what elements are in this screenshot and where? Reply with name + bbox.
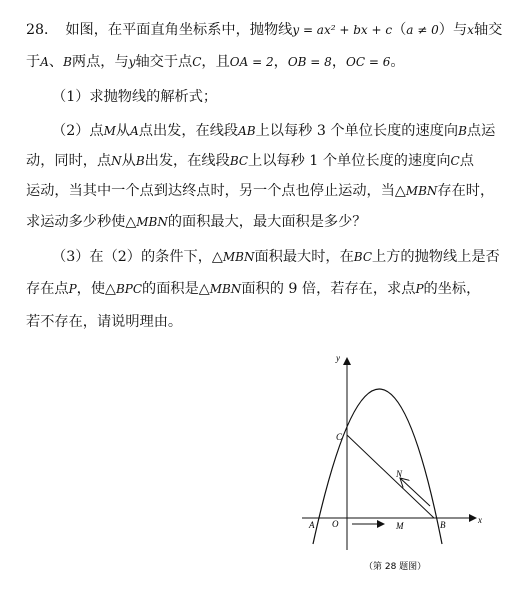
text-segment: ）与	[438, 22, 468, 38]
parabola-figure	[296, 350, 496, 585]
text-segment: 出发，在线段	[144, 153, 230, 169]
text-segment: 的坐标，	[423, 281, 481, 297]
math-term: N	[111, 154, 122, 168]
label-x: x	[478, 515, 482, 525]
math-term: A	[130, 124, 139, 138]
math-term: OA = 2	[229, 55, 274, 69]
math-term: B	[135, 154, 145, 168]
label-b: B	[440, 520, 446, 530]
math-term: y = ax² + bx + c	[292, 23, 393, 37]
label-c: C	[336, 432, 343, 442]
arrow-n-to-c	[400, 478, 430, 506]
math-term: P	[68, 282, 77, 296]
text-segment: ，且	[201, 54, 230, 70]
math-term: y	[128, 55, 136, 69]
text-segment: 点运	[466, 123, 496, 139]
text-segment: 点出发，在线段	[138, 123, 239, 139]
label-m: M	[396, 521, 404, 531]
text-segment: 点	[459, 153, 474, 169]
math-term: BC	[229, 154, 249, 168]
part-3-line-3	[26, 312, 182, 332]
math-term: C	[192, 55, 202, 69]
problem-line-2	[26, 52, 405, 72]
text-segment: （3）在（2）的条件下，△	[52, 249, 223, 265]
label-o: O	[332, 519, 339, 529]
text-segment: （	[392, 22, 407, 38]
text-segment: 两点，与	[71, 54, 129, 70]
problem-line-1	[26, 20, 502, 40]
math-term: M	[103, 124, 116, 138]
text-segment: 从	[121, 153, 136, 169]
part-2-line-1	[52, 121, 495, 141]
text-segment: 存在时，	[437, 183, 495, 199]
label-n: N	[396, 469, 403, 479]
text-segment: ，	[331, 54, 347, 70]
text-segment: 。	[390, 54, 405, 70]
math-term: B	[458, 124, 467, 138]
label-y: y	[336, 353, 340, 363]
math-term: OB = 8	[287, 55, 332, 69]
text-segment: 轴交	[473, 22, 503, 38]
text-segment: 从	[115, 123, 131, 139]
text-segment: 上以每秒 1 个单位长度的速度向	[248, 153, 451, 169]
part-3-line-2	[26, 279, 480, 299]
math-term: BPC	[115, 282, 143, 296]
math-term: A	[40, 55, 49, 69]
segment-bc	[347, 435, 434, 518]
part-2-line-3	[26, 181, 494, 201]
part-2-line-4	[26, 212, 366, 232]
text-segment: 的面积是△	[142, 281, 210, 297]
math-term: B	[63, 55, 72, 69]
math-term: x	[467, 23, 474, 37]
part-3-line-1	[52, 247, 500, 267]
math-term: OC = 6	[346, 55, 391, 69]
math-term: C	[450, 154, 460, 168]
math-term: MBN	[222, 250, 255, 264]
text-segment: （1）求抛物线的解析式；	[52, 89, 218, 105]
text-segment: 轴交于点	[135, 54, 193, 70]
figure-caption: （第 28 题图）	[364, 562, 427, 572]
math-term: MBN	[136, 215, 168, 229]
text-segment: 如图，在平面直角坐标系中，抛物线	[51, 22, 293, 38]
text-segment: 28．	[26, 22, 52, 38]
text-segment: ，使△	[76, 281, 116, 297]
text-segment: 上方的抛物线上是否	[372, 249, 500, 265]
math-term: BC	[353, 250, 373, 264]
text-segment: 存在点	[26, 281, 69, 297]
part-1-question	[52, 87, 217, 107]
text-segment: （2）点	[52, 123, 104, 139]
text-segment: 运动，当其中一个点到达终点时，另一个点也停止运动，当△	[26, 183, 406, 199]
text-segment: 、	[48, 54, 64, 70]
math-term: P	[415, 282, 424, 296]
text-segment: 于	[26, 54, 41, 70]
math-term: MBN	[209, 282, 242, 296]
text-segment: 动，同时，点	[26, 153, 112, 169]
math-term: MBN	[405, 184, 438, 198]
text-segment: 求运动多少秒使△	[26, 214, 137, 230]
math-term: AB	[238, 124, 256, 138]
text-segment: 的面积最大，最大面积是多少？	[167, 214, 367, 230]
text-segment: 上以每秒 3 个单位长度的速度向	[255, 123, 459, 139]
text-segment: 若不存在，请说明理由。	[26, 314, 183, 330]
text-segment: ，	[273, 54, 288, 70]
text-segment: 面积最大时，在	[254, 249, 354, 265]
part-2-line-2	[26, 151, 474, 171]
math-term: a ≠ 0	[406, 23, 439, 37]
text-segment: 面积的 9 倍，若存在，求点	[241, 281, 416, 297]
label-a: A	[309, 520, 315, 530]
